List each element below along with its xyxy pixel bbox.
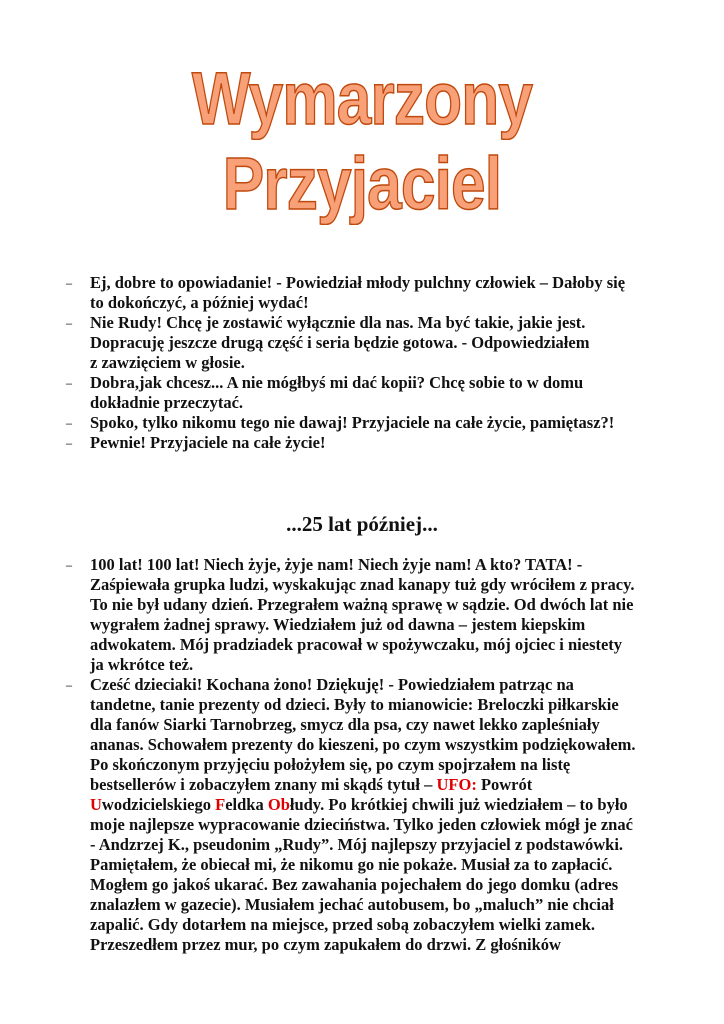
story-line: To nie był udany dzień. Przegrałem ważną sprawę w sądzie. Od dwóch lat nie <box>90 595 634 614</box>
story-line: wygrałem żadnej sprawy. Wiedziałem już od dawna – jestem kiepskim <box>90 615 586 634</box>
acronym-letter-u: U <box>90 795 102 814</box>
dialogue-item <box>66 413 670 433</box>
story-line: znalazłem w gazecie). Musiałem jechać autobusem, bo „maluch” nie chciał <box>90 895 614 914</box>
story-line: Przeszedłem przez mur, po czym zapukałem do drzwi. Z głośników <box>90 935 561 954</box>
dash-bullet: – <box>66 678 72 692</box>
dialogue-line: Pewnie! Przyjaciele na całe życie! <box>90 433 326 452</box>
dash-bullet: – <box>66 416 72 430</box>
story-paragraph <box>66 675 670 955</box>
dialogue-item <box>66 313 670 373</box>
story-line: 100 lat! 100 lat! Niech żyje, żyje nam! Niech żyje nam! A kto? TATA! - <box>90 555 583 574</box>
dash-bullet: – <box>66 276 72 290</box>
dash-bullet: – <box>66 376 72 390</box>
section-subheading: ...25 lat później... <box>286 512 438 536</box>
story-line: Cześć dzieciaki! Kochana żono! Dziękuję! - Powiedziałem patrząc na <box>90 675 574 694</box>
story-line: ananas. Schowałem prezenty do kieszeni, po czym wszystkim podziękowałem. <box>90 735 636 754</box>
acronym-word-rest: eldka <box>225 795 268 814</box>
story-paragraph <box>66 555 670 675</box>
story-line-acronym <box>90 795 670 815</box>
dialogue-line: Dobra,jak chcesz... A nie mógłbyś mi dać kopii? Chcę sobie to w domu <box>90 373 584 392</box>
title-line-1: Wymarzony <box>191 57 533 140</box>
story-line: zapalić. Gdy dotarłem na miejsce, przed sobą zobaczyłem wielki zamek. <box>90 915 595 934</box>
acronym-letters-ob: Ob <box>267 795 290 814</box>
acronym-word-rest: wodzicielskiego <box>101 795 216 814</box>
dialogue-line: to dokończyć, a później wydać! <box>90 293 309 312</box>
story-line: Pamiętałem, że obiecał mi, że nikomu go nie pokaże. Musiał za to zapłacić. <box>90 855 613 874</box>
story-line-ufo <box>90 775 670 795</box>
dash-bullet: – <box>66 316 72 330</box>
story-line: adwokatem. Mój pradziadek pracował w spożywczaku, mój ojciec i niestety <box>90 635 623 654</box>
dialogue-item <box>66 433 670 453</box>
story-line: - Andzrzej K., pseudonim „Rudy”. Mój najlepszy przyjaciel z podstawówki. <box>90 835 624 854</box>
dialogue-item <box>66 373 670 413</box>
story-line: dla fanów Siarki Tarnobrzeg, smycz dla psa, czy nawet lekko zapleśniały <box>90 715 600 734</box>
acronym-line-rest: łudy. Po krótkiej chwili już wiedziałem – to było <box>289 795 628 814</box>
dash-bullet: – <box>66 558 72 572</box>
dash-bullet: – <box>66 436 72 450</box>
ufo-line-pre: bestsellerów i zobaczyłem znany mi skądś tytuł – <box>90 775 437 794</box>
title-line-2: Przyjaciel <box>222 142 502 225</box>
acronym-letter-f: F <box>215 795 226 814</box>
story-line: Mogłem go jakoś ukarać. Bez zawahania pojechałem do jego domku (adres <box>90 875 619 894</box>
dialogue-line: Nie Rudy! Chcę je zostawić wyłącznie dla nas. Ma być takie, jakie jest. <box>90 313 586 332</box>
story-line: Zaśpiewała grupka ludzi, wyskakując znad kanapy tuż gdy wróciłem z pracy. <box>90 575 635 594</box>
story-line: moje najlepsze wypracowanie dzieciństwa. Tylko jeden człowiek mógł je znać <box>90 815 633 834</box>
dialogue-line: Ej, dobre to opowiadanie! - Powiedział młody pulchny człowiek – Dałoby się <box>90 273 626 292</box>
dialogue-line: z zawzięciem w głosie. <box>90 353 245 372</box>
dialogue-line: Dopracuję jeszcze drugą część i seria będzie gotowa. - Odpowiedziałem <box>90 333 590 352</box>
dialogue-line: Spoko, tylko nikomu tego nie dawaj! Przyjaciele na całe życie, pamiętasz?! <box>90 413 615 432</box>
dialogue-item <box>66 273 670 313</box>
story-line: Po skończonym przyjęciu położyłem się, po czym spojrzałem na listę <box>90 755 571 774</box>
dialogue-line: dokładnie przeczytać. <box>90 393 244 412</box>
story-line: ja wkrótce też. <box>90 655 194 674</box>
story-line: tandetne, tanie prezenty od dzieci. Były to mianowicie: Breloczki piłkarskie <box>90 695 619 714</box>
ufo-highlight: UFO: <box>436 775 477 794</box>
ufo-line-post: Powrót <box>476 775 533 794</box>
